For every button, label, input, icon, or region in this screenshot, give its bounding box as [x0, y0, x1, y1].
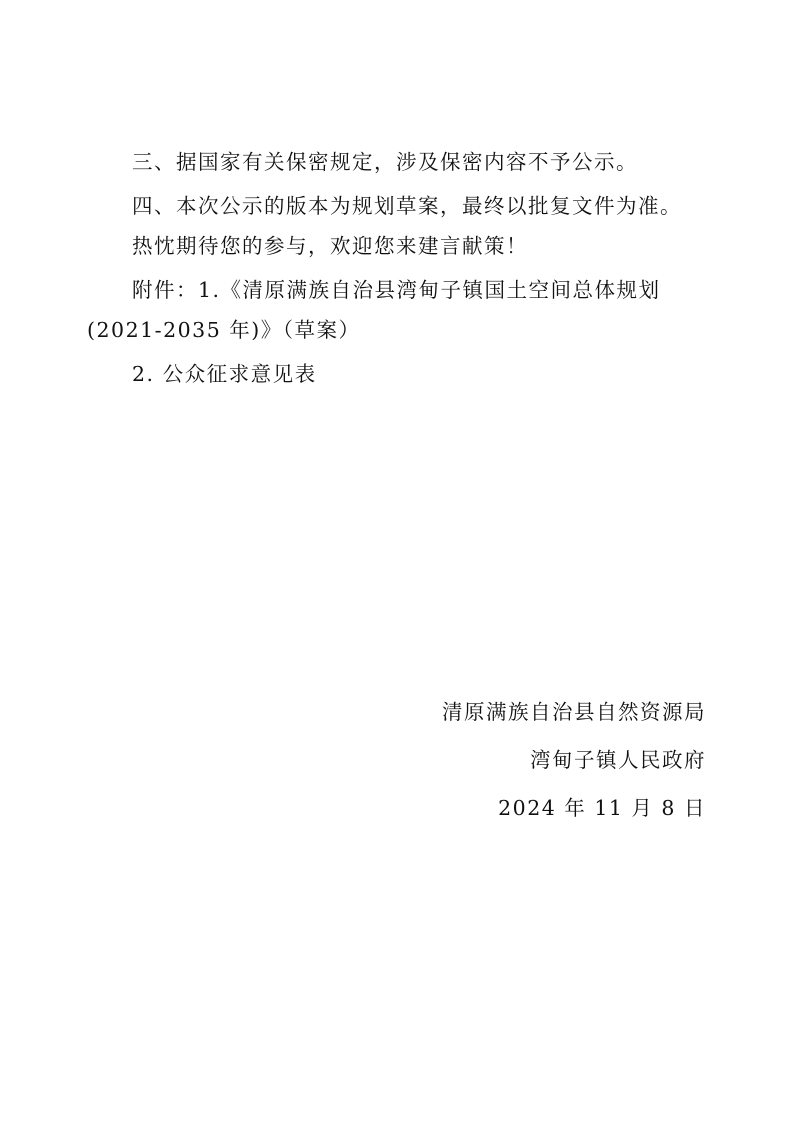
attachment-line-2: (2021-2035 年)》（草案）: [87, 318, 361, 342]
signature-date: 2024 年 11 月 8 日: [498, 796, 706, 820]
paragraph-item-3: 三、据国家有关保密规定，涉及保密内容不予公示。: [132, 150, 638, 174]
paragraph-item-4: 四、本次公示的版本为规划草案，最终以批复文件为准。: [132, 194, 682, 218]
signature-org-2: 湾甸子镇人民政府: [530, 748, 706, 772]
attachment-item-2: 2. 公众征求意见表: [132, 362, 317, 386]
signature-org-1: 清原满族自治县自然资源局: [442, 700, 706, 724]
attachment-line-1: 附件：1.《清原满族自治县湾甸子镇国土空间总体规划: [132, 278, 661, 302]
paragraph-invitation: 热忱期待您的参与，欢迎您来建言献策！: [132, 234, 528, 258]
